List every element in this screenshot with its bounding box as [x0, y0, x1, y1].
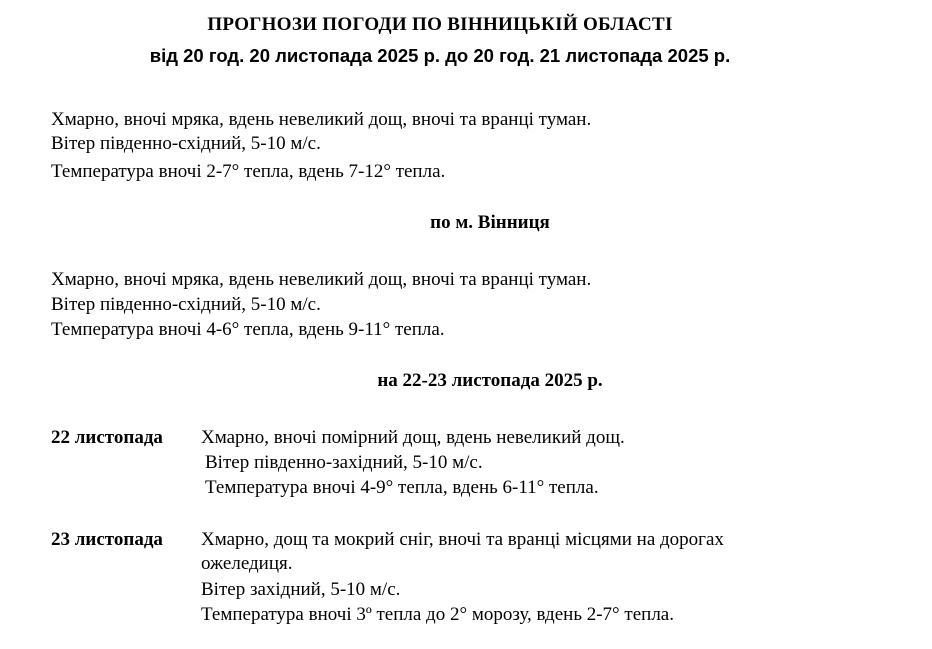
region-conditions: Хмарно, вночі мряка, вдень невеликий дощ, вночі та вранці туман.: [51, 109, 592, 130]
region-temperature: Температура вночі 2-7° тепла, вдень 7-12° тепла.: [51, 161, 446, 182]
day-2-label: 23 листопада: [51, 529, 163, 550]
day-2-conditions: Хмарно, дощ та мокрий сніг, вночі та вранці місцями на дорогах: [201, 529, 724, 550]
document-title: ПРОГНОЗИ ПОГОДИ ПО ВІННИЦЬКІЙ ОБЛАСТІ: [207, 14, 673, 35]
day-1-conditions: Хмарно, вночі помірний дощ, вдень невеликий дощ.: [201, 427, 625, 448]
day-2-temperature: Температура вночі 3º тепла до 2° морозу, вдень 2-7° тепла.: [201, 604, 674, 625]
city-wind: Вітер південно-східний, 5-10 м/с.: [51, 294, 321, 315]
day-1-temperature: Температура вночі 4-9° тепла, вдень 6-11° тепла.: [205, 477, 599, 498]
city-temperature: Температура вночі 4-6° тепла, вдень 9-11° тепла.: [51, 319, 445, 340]
day-2-wind: Вітер західний, 5-10 м/с.: [201, 579, 401, 600]
outlook-heading: на 22-23 листопада 2025 р.: [377, 370, 603, 391]
region-wind: Вітер південно-східний, 5-10 м/с.: [51, 133, 321, 154]
day-1-label: 22 листопада: [51, 427, 163, 448]
forecast-period: від 20 год. 20 листопада 2025 р. до 20 год. 21 листопада 2025 р.: [149, 45, 731, 66]
city-heading: по м. Вінниця: [430, 212, 550, 233]
day-1-wind: Вітер південно-західний, 5-10 м/с.: [205, 452, 483, 473]
day-2-conditions-continued: ожеледиця.: [201, 553, 293, 574]
city-conditions: Хмарно, вночі мряка, вдень невеликий дощ, вночі та вранці туман.: [51, 269, 592, 290]
